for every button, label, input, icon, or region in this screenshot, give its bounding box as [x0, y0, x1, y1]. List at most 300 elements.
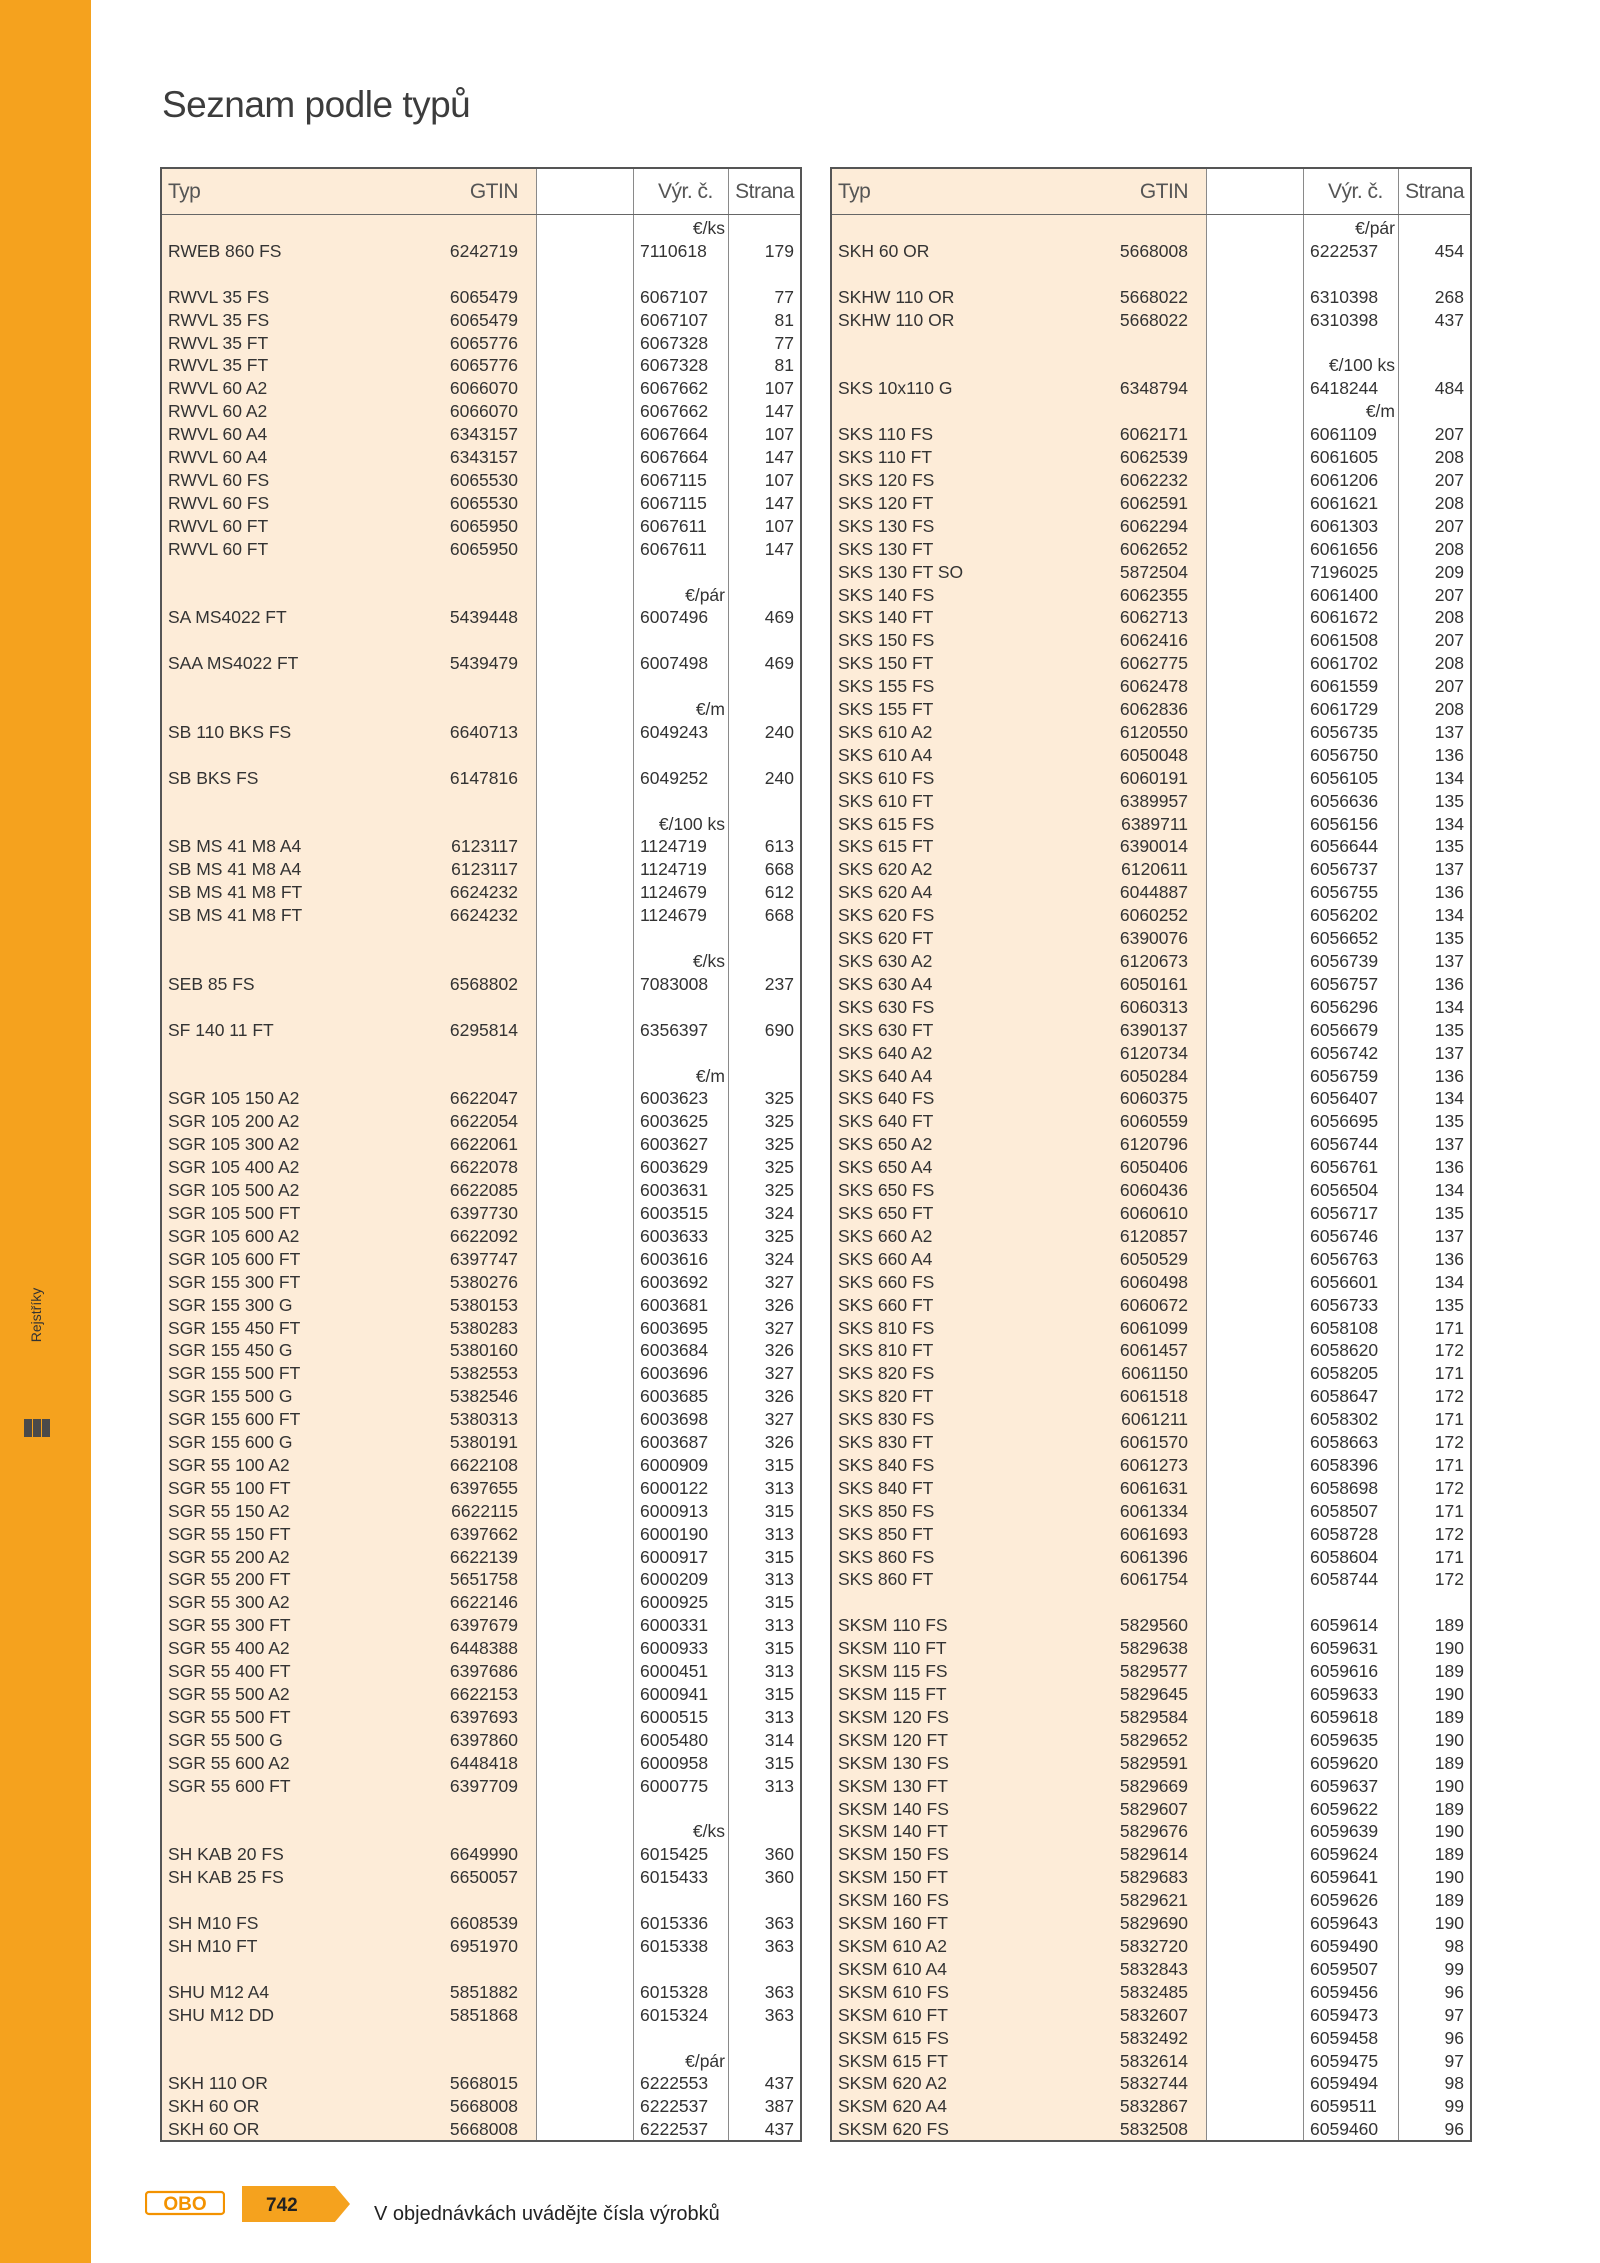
gtin-cell: 5832614 — [1119, 2050, 1188, 2071]
blank-row — [162, 263, 800, 286]
gtin-cell: 6390076 — [1119, 928, 1188, 949]
product-number-cell: 6015338 — [640, 1935, 709, 1956]
table-row — [162, 2095, 800, 2118]
type-cell: SHU M12 A4 — [168, 1981, 270, 2002]
unit-row — [162, 2050, 800, 2073]
product-number-cell: 6059631 — [1310, 1638, 1379, 1659]
table-row — [162, 2072, 800, 2095]
type-cell: SGR 105 400 A2 — [168, 1157, 300, 1178]
gtin-cell: 5668008 — [1119, 240, 1188, 261]
product-number-cell: 6003631 — [640, 1180, 709, 1201]
product-number-cell: 6003616 — [640, 1248, 709, 1269]
product-number-cell: 6067662 — [640, 378, 709, 399]
gtin-cell: 6622061 — [449, 1134, 518, 1155]
table-row — [832, 1065, 1470, 1088]
header-strana: Strana — [735, 180, 794, 203]
gtin-cell: 6062713 — [1119, 607, 1188, 628]
page-cell: 135 — [1434, 1111, 1464, 1132]
blank-row — [162, 996, 800, 1019]
gtin-cell: 6050284 — [1119, 1065, 1188, 1086]
gtin-cell: 6050161 — [1119, 973, 1188, 994]
page-cell: 147 — [764, 447, 794, 468]
type-cell: SH M10 FS — [168, 1913, 259, 1934]
type-cell: SB MS 41 M8 A4 — [168, 859, 302, 880]
gtin-cell: 5829638 — [1119, 1638, 1188, 1659]
type-cell: SGR 105 500 A2 — [168, 1180, 300, 1201]
gtin-cell: 6622092 — [449, 1225, 518, 1246]
table-row — [162, 1317, 800, 1340]
gtin-cell: 6242719 — [449, 240, 518, 261]
gtin-cell: 5668008 — [449, 2096, 518, 2117]
table-row — [832, 515, 1470, 538]
type-cell: SGR 105 200 A2 — [168, 1111, 300, 1132]
page-cell: 363 — [764, 1981, 794, 2002]
gtin-cell: 6397709 — [449, 1775, 518, 1796]
product-number-cell: 6000958 — [640, 1752, 709, 1773]
product-number-cell: 6056746 — [1310, 1225, 1379, 1246]
table-row — [162, 1339, 800, 1362]
unit-row — [832, 354, 1470, 377]
header-strana: Strana — [1405, 180, 1464, 203]
gtin-cell: 5829676 — [1119, 1821, 1188, 1842]
table-row — [832, 652, 1470, 675]
product-number-cell: 6000925 — [640, 1592, 709, 1613]
page-cell: 172 — [1434, 1523, 1464, 1544]
table-row — [832, 973, 1470, 996]
page-cell: 97 — [1444, 2050, 1464, 2071]
type-cell: SKS 120 FT — [838, 492, 934, 513]
table-row — [832, 1339, 1470, 1362]
gtin-cell: 6390137 — [1119, 1019, 1188, 1040]
page-cell: 690 — [764, 1019, 794, 1040]
header-typ: Typ — [838, 180, 871, 203]
product-number-cell: 6003625 — [640, 1111, 709, 1132]
product-number-cell: 6222537 — [1310, 240, 1379, 261]
gtin-cell: 5829669 — [1119, 1775, 1188, 1796]
table-row — [832, 835, 1470, 858]
table-row — [162, 1454, 800, 1477]
gtin-cell: 6065776 — [449, 332, 518, 353]
gtin-cell: 5829645 — [1119, 1684, 1188, 1704]
type-cell: SKSM 140 FT — [838, 1821, 948, 1842]
type-cell: SKS 640 A4 — [838, 1065, 933, 1086]
table-row — [162, 1271, 800, 1294]
orange-sidebar-stripe — [0, 0, 91, 2263]
gtin-cell: 5872504 — [1119, 561, 1188, 582]
table-row — [832, 1202, 1470, 1225]
table-row — [162, 309, 800, 332]
gtin-cell: 5851882 — [449, 1981, 518, 2002]
page-cell: 97 — [1444, 2004, 1464, 2025]
header-gtin: GTIN — [1139, 180, 1188, 203]
product-number-cell: 6056750 — [1310, 744, 1379, 765]
page-cell: 240 — [764, 721, 794, 742]
type-cell: SKH 60 OR — [168, 2119, 260, 2140]
product-number-cell: 6222553 — [640, 2073, 709, 2094]
table-row — [832, 446, 1470, 469]
product-number-cell: 6003695 — [640, 1317, 709, 1338]
product-number-cell: 6000933 — [640, 1638, 709, 1659]
page-cell: 313 — [764, 1523, 794, 1544]
product-number-cell: 6058647 — [1310, 1386, 1379, 1407]
brand-text: OBO — [163, 2194, 207, 2215]
gtin-cell: 6060375 — [1119, 1088, 1188, 1109]
type-cell: SKS 650 FS — [838, 1180, 935, 1201]
page-cell: 171 — [1434, 1454, 1464, 1475]
page-cell: 437 — [764, 2119, 794, 2140]
table-row — [832, 1523, 1470, 1546]
table-row — [162, 400, 800, 423]
table-row — [832, 1798, 1470, 1821]
blank-row — [162, 675, 800, 698]
type-cell: SGR 105 600 FT — [168, 1248, 301, 1269]
product-number-cell: 6061109 — [1310, 424, 1377, 445]
type-cell: SGR 55 150 FT — [168, 1523, 291, 1544]
type-cell: SKSM 160 FS — [838, 1890, 949, 1911]
page-cell: 315 — [764, 1638, 794, 1659]
gtin-cell: 6061754 — [1119, 1569, 1188, 1590]
type-cell: SHU M12 DD — [168, 2004, 274, 2025]
gtin-cell: 5382553 — [449, 1363, 518, 1384]
type-cell: RWVL 60 FS — [168, 469, 270, 490]
page-cell: 208 — [1434, 492, 1464, 513]
table-row — [162, 904, 800, 927]
gtin-cell: 5668022 — [1119, 309, 1188, 330]
table-row — [832, 309, 1470, 332]
type-cell: SKS 140 FT — [838, 607, 934, 628]
type-cell: SGR 55 300 A2 — [168, 1592, 290, 1613]
page-cell: 189 — [1434, 1890, 1464, 1911]
gtin-cell: 6062232 — [1119, 469, 1188, 490]
unit-row — [162, 584, 800, 607]
gtin-cell: 6624232 — [449, 905, 518, 926]
gtin-cell: 6622078 — [449, 1157, 518, 1178]
table-row — [162, 1683, 800, 1706]
page-cell: 315 — [764, 1752, 794, 1773]
blank-row — [162, 1798, 800, 1821]
table-row — [832, 469, 1470, 492]
type-cell: SKS 640 FT — [838, 1111, 934, 1132]
product-number-cell: 6015433 — [640, 1867, 709, 1888]
type-cell: SKS 620 A2 — [838, 859, 933, 880]
table-row — [162, 767, 800, 790]
table-row — [162, 1775, 800, 1798]
table-row — [832, 1889, 1470, 1912]
product-number-cell: 6015336 — [640, 1913, 709, 1934]
blank-row — [162, 2027, 800, 2050]
price-unit: €/ks — [692, 951, 725, 971]
table-row — [162, 1706, 800, 1729]
page-cell: 189 — [1434, 1798, 1464, 1819]
type-cell: SKS 630 FS — [838, 996, 935, 1017]
page-cell: 207 — [1434, 515, 1464, 536]
product-number-cell: 6007496 — [640, 607, 709, 628]
page-cell: 327 — [764, 1317, 794, 1338]
page-cell: 136 — [1434, 882, 1464, 903]
gtin-cell: 6343157 — [449, 447, 518, 468]
table-row — [162, 1362, 800, 1385]
table-row — [162, 1019, 800, 1042]
product-number-cell: 6059475 — [1310, 2050, 1379, 2071]
type-cell: SKSM 610 FT — [838, 2004, 948, 2025]
table-row — [162, 1843, 800, 1866]
product-number-cell: 6059458 — [1310, 2027, 1379, 2048]
product-number-cell: 6059614 — [1310, 1615, 1379, 1636]
product-number-cell: 6056296 — [1310, 996, 1379, 1017]
product-number-cell: 6000917 — [640, 1546, 709, 1567]
gtin-cell: 6060313 — [1119, 996, 1188, 1017]
type-cell: RWVL 60 A4 — [168, 447, 268, 468]
type-cell: SKS 10x110 G — [838, 378, 953, 399]
product-number-cell: 1124719 — [640, 859, 707, 880]
gtin-cell: 5829690 — [1119, 1913, 1188, 1934]
table-row — [832, 2118, 1470, 2141]
product-number-cell: 6056737 — [1310, 859, 1379, 880]
gtin-cell: 6624232 — [449, 882, 518, 903]
page-cell: 135 — [1434, 1019, 1464, 1040]
table-row — [162, 1729, 800, 1752]
price-unit: €/pár — [685, 2050, 725, 2071]
type-cell: SKS 650 A2 — [838, 1134, 933, 1155]
product-number-cell: 6056105 — [1310, 767, 1379, 788]
page-cell: 189 — [1434, 1844, 1464, 1865]
table-row — [832, 1683, 1470, 1706]
gtin-cell: 5829683 — [1119, 1867, 1188, 1888]
table-row — [832, 1981, 1470, 2004]
product-number-cell: 6059616 — [1310, 1661, 1379, 1682]
gtin-cell: 6061631 — [1119, 1477, 1188, 1498]
table-row — [832, 698, 1470, 721]
type-cell: SKS 860 FT — [838, 1569, 934, 1590]
gtin-cell: 6061150 — [1121, 1363, 1188, 1384]
gtin-cell: 5832720 — [1119, 1935, 1188, 1956]
type-cell: SKS 615 FT — [838, 836, 934, 857]
gtin-cell: 5829621 — [1119, 1890, 1188, 1911]
page-cell: 134 — [1434, 1180, 1464, 1201]
product-number-cell: 6067107 — [640, 309, 709, 330]
gtin-cell: 6062591 — [1119, 492, 1188, 513]
gtin-cell: 5380276 — [449, 1271, 518, 1292]
table-row — [162, 332, 800, 355]
table-row — [832, 858, 1470, 881]
table-row — [832, 1752, 1470, 1775]
page-cell: 171 — [1434, 1546, 1464, 1567]
gtin-cell: 6065776 — [449, 355, 518, 376]
product-number-cell: 6061400 — [1310, 584, 1379, 605]
gtin-cell: 6397747 — [449, 1248, 518, 1269]
table-row — [162, 515, 800, 538]
product-number-cell: 7083008 — [640, 973, 709, 994]
product-number-cell: 6007498 — [640, 653, 709, 674]
page-cell: 172 — [1434, 1432, 1464, 1453]
product-number-cell: 6003684 — [640, 1340, 709, 1361]
page-cell: 98 — [1444, 1935, 1464, 1956]
page-cell: 77 — [774, 286, 794, 307]
page-cell: 172 — [1434, 1340, 1464, 1361]
product-number-cell: 6058698 — [1310, 1477, 1379, 1498]
blank-row — [162, 561, 800, 584]
page-cell: 171 — [1434, 1317, 1464, 1338]
product-number-cell: 6059633 — [1310, 1684, 1379, 1704]
table-row — [162, 1637, 800, 1660]
page-cell: 135 — [1434, 790, 1464, 811]
product-number-cell: 6067115 — [640, 492, 707, 513]
type-cell: SKS 620 FS — [838, 905, 935, 926]
table-row — [832, 1866, 1470, 1889]
gtin-cell: 6622139 — [449, 1546, 518, 1567]
type-cell: SKSM 130 FT — [838, 1775, 948, 1796]
type-cell: SKS 830 FS — [838, 1409, 935, 1430]
page-cell: 363 — [764, 1913, 794, 1934]
table-row — [162, 881, 800, 904]
gtin-cell: 5380313 — [449, 1409, 518, 1430]
unit-row — [832, 217, 1470, 240]
type-cell: SKSM 620 A4 — [838, 2096, 947, 2117]
product-number-cell: 6000941 — [640, 1684, 709, 1704]
table-row — [162, 2118, 800, 2141]
table-row — [832, 1820, 1470, 1843]
blank-row — [162, 744, 800, 767]
page-cell: 207 — [1434, 676, 1464, 697]
gtin-cell: 5380191 — [449, 1432, 518, 1453]
gtin-cell: 6622085 — [449, 1180, 518, 1201]
gtin-cell: 6622054 — [449, 1111, 518, 1132]
product-number-cell: 6056156 — [1310, 813, 1379, 834]
product-number-cell: 7196025 — [1310, 561, 1379, 582]
product-number-cell: 1124679 — [640, 882, 707, 903]
page-cell: 137 — [1434, 859, 1464, 880]
page-cell: 171 — [1434, 1500, 1464, 1521]
gtin-cell: 6062478 — [1119, 676, 1188, 697]
type-cell: SGR 155 500 G — [168, 1386, 293, 1407]
gtin-cell: 5832843 — [1119, 1958, 1188, 1979]
gtin-cell: 6389957 — [1119, 790, 1188, 811]
table-row — [162, 1202, 800, 1225]
product-number-cell: 6059624 — [1310, 1844, 1379, 1865]
gtin-cell: 6343157 — [449, 424, 518, 445]
product-number-cell: 6003629 — [640, 1157, 709, 1178]
type-cell: RWVL 60 A2 — [168, 401, 268, 422]
type-cell: SKS 810 FS — [838, 1317, 935, 1338]
page-cell: 147 — [764, 492, 794, 513]
gtin-cell: 6120796 — [1119, 1134, 1188, 1155]
page-number: 742 — [266, 2195, 298, 2216]
type-cell: SKS 630 FT — [838, 1019, 934, 1040]
page-cell: 137 — [1434, 951, 1464, 971]
table-row — [832, 1156, 1470, 1179]
gtin-cell: 6061396 — [1119, 1546, 1188, 1567]
table-row — [832, 1729, 1470, 1752]
gtin-cell: 6397686 — [449, 1661, 518, 1682]
gtin-cell: 6065479 — [449, 286, 518, 307]
product-number-cell: 6061605 — [1310, 447, 1379, 468]
page-cell: 190 — [1434, 1913, 1464, 1934]
page-cell: 326 — [764, 1386, 794, 1407]
gtin-cell: 5829607 — [1119, 1798, 1188, 1819]
table-row — [162, 1546, 800, 1569]
index-section-icon — [24, 1419, 50, 1437]
type-cell: SKS 630 A2 — [838, 951, 933, 971]
gtin-cell: 6061099 — [1119, 1317, 1188, 1338]
gtin-cell: 5439448 — [449, 607, 518, 628]
table-row — [832, 2095, 1470, 2118]
type-cell: SKS 640 FS — [838, 1088, 935, 1109]
unit-row — [162, 1820, 800, 1843]
type-cell: SKS 630 A4 — [838, 973, 933, 994]
header-gtin: GTIN — [469, 180, 518, 203]
type-cell: SEB 85 FS — [168, 973, 255, 994]
page-cell: 136 — [1434, 1248, 1464, 1269]
type-cell: SGR 155 500 FT — [168, 1363, 301, 1384]
gtin-cell: 5829652 — [1119, 1729, 1188, 1750]
type-cell: SGR 55 200 A2 — [168, 1546, 290, 1567]
product-number-cell: 6059626 — [1310, 1890, 1379, 1911]
page-cell: 136 — [1434, 1065, 1464, 1086]
page-cell: 207 — [1434, 424, 1464, 445]
type-cell: SKSM 140 FS — [838, 1798, 949, 1819]
type-cell: SKS 860 FS — [838, 1546, 935, 1567]
gtin-cell: 6066070 — [449, 401, 518, 422]
product-number-cell: 6061206 — [1310, 469, 1379, 490]
gtin-cell: 6066070 — [449, 378, 518, 399]
table-rows — [832, 217, 1470, 2141]
page-cell: 207 — [1434, 630, 1464, 651]
table-row — [832, 240, 1470, 263]
product-number-cell: 6056759 — [1310, 1065, 1379, 1086]
gtin-cell: 6622115 — [451, 1500, 518, 1521]
table-row — [832, 1660, 1470, 1683]
page-cell: 612 — [764, 882, 794, 903]
product-number-cell: 6056755 — [1310, 882, 1379, 903]
table-row — [162, 1912, 800, 1935]
page-cell: 190 — [1434, 1775, 1464, 1796]
page-cell: 314 — [764, 1729, 794, 1750]
product-number-cell: 6003687 — [640, 1432, 709, 1453]
table-row — [832, 1179, 1470, 1202]
product-number-cell: 6003681 — [640, 1294, 709, 1315]
table-row — [832, 1019, 1470, 1042]
table-row — [162, 377, 800, 400]
type-cell: SGR 155 300 G — [168, 1294, 293, 1315]
gtin-cell: 6120857 — [1119, 1225, 1188, 1246]
gtin-cell: 6060498 — [1119, 1271, 1188, 1292]
product-number-cell: 6067107 — [640, 286, 709, 307]
gtin-cell: 5832508 — [1119, 2119, 1188, 2140]
page-cell: 325 — [764, 1111, 794, 1132]
type-cell: SKS 660 FT — [838, 1294, 934, 1315]
gtin-cell: 6062775 — [1119, 653, 1188, 674]
product-number-cell: 6061729 — [1310, 699, 1379, 720]
page-cell: 324 — [764, 1202, 794, 1223]
page-cell: 96 — [1444, 1981, 1464, 2002]
product-number-cell: 6418244 — [1310, 378, 1379, 399]
product-number-cell: 6067611 — [640, 538, 707, 559]
type-cell: RWVL 35 FT — [168, 355, 269, 376]
table-row — [832, 813, 1470, 836]
type-cell: SGR 55 600 A2 — [168, 1752, 290, 1773]
blank-row — [162, 1042, 800, 1065]
gtin-cell: 6397662 — [449, 1523, 518, 1544]
product-number-cell: 6056742 — [1310, 1042, 1379, 1063]
table-row — [832, 996, 1470, 1019]
product-number-cell: 6015324 — [640, 2004, 709, 2025]
table-row — [832, 1477, 1470, 1500]
page-cell: 208 — [1434, 538, 1464, 559]
type-cell: SGR 55 500 FT — [168, 1706, 291, 1727]
gtin-cell: 5832744 — [1119, 2073, 1188, 2094]
table-row — [832, 629, 1470, 652]
price-unit: €/pár — [1355, 218, 1395, 238]
